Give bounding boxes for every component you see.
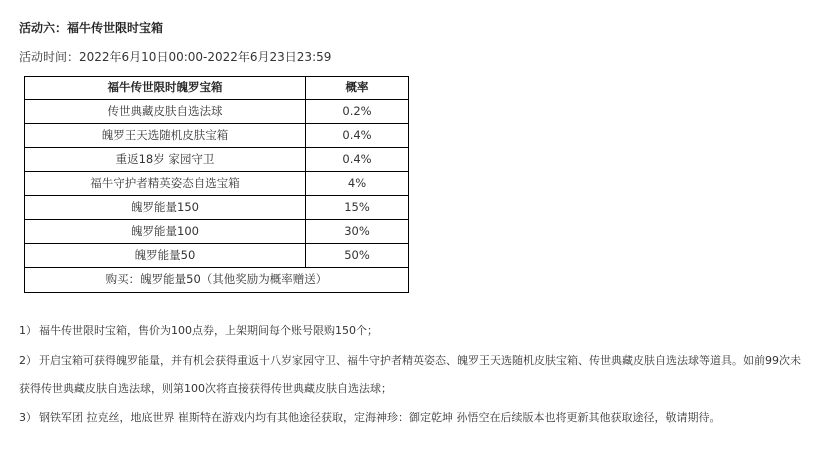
table-cell-prob: 50% [306, 244, 409, 268]
activity-time: 活动时间：2022年6月10日00:00-2022年6月23日23:59 [19, 50, 332, 64]
page-title: 活动六：福牛传世限时宝箱 [19, 21, 164, 35]
note-3-text: 钢铁军团 拉克丝，地底世界 崔斯特在游戏内均有其他途径获取，定海神珍：御定乾坤 孙悟空在后续版本也将更新其他获取途径，敬请期待。 [39, 411, 721, 424]
note-2 [19, 352, 801, 368]
note-1 [19, 322, 378, 338]
table-footer: 购买：魄罗能量50（其他奖励为概率赠送） [25, 268, 409, 293]
table-cell-prob: 4% [306, 172, 409, 196]
table-cell-item: 重返18岁 家园守卫 [25, 148, 306, 172]
table-row [25, 172, 409, 196]
table-row [25, 244, 409, 268]
table-header-prob: 概率 [306, 77, 409, 100]
note-2-number: 2） [19, 354, 37, 367]
table-row [25, 148, 409, 172]
table-cell-prob: 0.4% [306, 148, 409, 172]
table-row [25, 196, 409, 220]
note-1-number: 1） [19, 324, 37, 337]
table-header-item: 福牛传世限时魄罗宝箱 [25, 77, 306, 100]
note-2-continued-text: 获得传世典藏皮肤自选法球，则第100次将直接获得传世典藏皮肤自选法球； [19, 382, 392, 395]
table-cell-prob: 0.4% [306, 124, 409, 148]
table-cell-prob: 0.2% [306, 100, 409, 124]
table-row [25, 124, 409, 148]
table-header-row [25, 77, 409, 100]
note-3 [19, 409, 721, 425]
table-footer-row [25, 268, 409, 293]
table-cell-item: 魄罗王天选随机皮肤宝箱 [25, 124, 306, 148]
table-cell-item: 魄罗能量150 [25, 196, 306, 220]
table-cell-prob: 30% [306, 220, 409, 244]
note-1-text: 福牛传世限时宝箱，售价为100点券，上架期间每个账号限购150个； [39, 324, 378, 337]
probability-table [24, 76, 409, 293]
note-2-continued [19, 380, 392, 396]
table-row [25, 220, 409, 244]
table-cell-item: 福牛守护者精英姿态自选宝箱 [25, 172, 306, 196]
table-cell-item: 魄罗能量100 [25, 220, 306, 244]
table-cell-item: 魄罗能量50 [25, 244, 306, 268]
table-row [25, 100, 409, 124]
note-3-number: 3） [19, 411, 37, 424]
note-2-text: 开启宝箱可获得魄罗能量，并有机会获得重返十八岁家园守卫、福牛守护者精英姿态、魄罗王天选随机皮肤宝箱、传世典藏皮肤自选法球等道具。如前99次未 [39, 354, 801, 367]
table-cell-prob: 15% [306, 196, 409, 220]
table-cell-item: 传世典藏皮肤自选法球 [25, 100, 306, 124]
